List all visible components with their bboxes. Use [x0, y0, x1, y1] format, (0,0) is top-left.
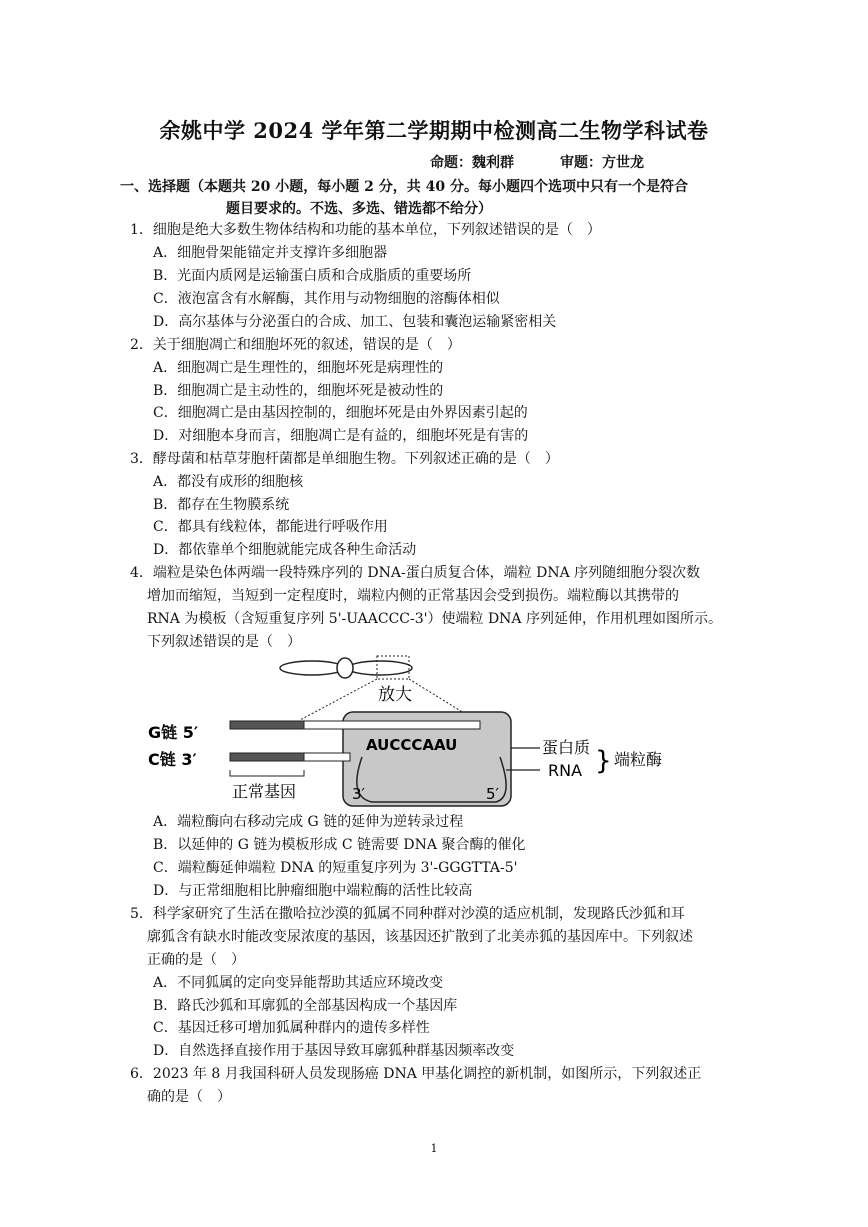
question-5-stem-line3: 正确的是（ ） — [147, 952, 245, 968]
question-3-stem: 3．酵母菌和枯草芽胞杆菌都是单细胞生物。下列叙述正确的是（ ） — [130, 451, 559, 467]
chromosome-left-arm — [280, 661, 344, 675]
question-1-option-d: D．高尔基体与分泌蛋白的合成、加工、包装和囊泡运输紧密相关 — [153, 314, 557, 330]
c-chain-label: C链 3′ — [148, 750, 197, 769]
question-2-option-b: B．细胞凋亡是主动性的，细胞坏死是被动性的 — [153, 383, 444, 399]
question-1-option-c: C．液泡富含有水解酶，其作用与动物细胞的溶酶体相似 — [153, 291, 500, 307]
question-2-option-c: C．细胞凋亡是由基因控制的，细胞坏死是由外界因素引起的 — [153, 405, 528, 421]
protein-label: 蛋白质 — [542, 738, 591, 757]
label-brace: } — [595, 746, 612, 776]
question-3-option-b: B．都存在生物膜系统 — [153, 497, 290, 513]
question-2-option-a: A．细胞凋亡是生理性的，细胞坏死是病理性的 — [153, 360, 444, 376]
page-title: 余姚中学 2024 学年第二学期期中检测高二生物学科试卷 — [159, 118, 709, 143]
c-chain-telomere — [304, 753, 350, 761]
question-4-option-b: B．以延伸的 G 链为模板形成 C 链需要 DNA 聚合酶的催化 — [153, 837, 526, 853]
question-4-stem-line4: 下列叙述错误的是（ ） — [147, 634, 301, 650]
question-5-option-b: B．路氏沙狐和耳廓狐的全部基因构成一个基因库 — [153, 998, 458, 1014]
normal-gene-label: 正常基因 — [232, 782, 297, 801]
authors-line — [430, 152, 644, 172]
question-4-option-c: C．端粒酶延伸端粒 DNA 的短重复序列为 3'-GGGTTA-5' — [153, 860, 518, 876]
zoom-label: 放大 — [378, 685, 412, 705]
question-4-stem-line3: RNA 为模板（含短重复序列 5'-UAACCC-3'）使端粒 DNA 序列延伸，作用机理如图所示。 — [147, 611, 722, 627]
c-chain-gene — [230, 753, 304, 761]
question-3-option-c: C．都具有线粒体，都能进行呼吸作用 — [153, 519, 388, 535]
question-4-stem-line2: 增加而缩短，当短到一定程度时，端粒内侧的正常基因会受到损伤。端粒酶以其携带的 — [147, 588, 679, 604]
question-1-option-a: A．细胞骨架能锚定并支撑许多细胞器 — [153, 245, 388, 261]
question-5-stem-line1: 5．科学家研究了生活在撒哈拉沙漠的狐属不同种群对沙漠的适应机制，发现路氏沙狐和耳 — [130, 906, 685, 922]
question-4-stem-line1: 4．端粒是染色体两端一段特殊序列的 DNA-蛋白质复合体，端粒 DNA 序列随细胞分裂次数 — [130, 565, 701, 581]
telomerase-label: 端粒酶 — [614, 750, 663, 769]
rna-sequence: AUCCCAAU — [366, 736, 458, 754]
section-heading-line1: 一、选择题（本题共 20 小题，每小题 2 分，共 40 分。每小题四个选项中只有一个是符合 — [120, 179, 688, 195]
author-label: 命题：魏利群 — [430, 155, 514, 171]
reviewer-label: 审题：方世龙 — [560, 155, 644, 171]
g-chain-gene — [230, 721, 304, 729]
question-4-option-d: D．与正常细胞相比肿瘤细胞中端粒酶的活性比较高 — [153, 883, 473, 899]
normal-gene-bracket — [230, 770, 304, 776]
g-chain-label: G链 5′ — [148, 723, 199, 742]
question-5-option-a: A．不同狐属的定向变异能帮助其适应环境改变 — [153, 975, 444, 991]
question-6-stem-line1: 6．2023 年 8 月我国科研人员发现肠癌 DNA 甲基化调控的新机制，如图所示，下列叙述正 — [130, 1066, 702, 1082]
rna-5-end-label: 5′ — [486, 785, 499, 803]
page-number: 1 — [430, 1142, 438, 1155]
rna-3-end-label: 3′ — [352, 785, 365, 803]
centromere — [337, 658, 353, 678]
g-chain-telomere — [304, 721, 480, 729]
section-heading-line2: 题目要求的。不选、多选、错选都不给分） — [226, 201, 492, 217]
question-1-stem: 1．细胞是绝大多数生物体结构和功能的基本单位，下列叙述错误的是（ ） — [130, 222, 601, 238]
question-2-stem: 2．关于细胞凋亡和细胞坏死的叙述，错误的是（ ） — [130, 337, 461, 353]
question-3-option-d: D．都依靠单个细胞就能完成各种生命活动 — [153, 542, 417, 558]
section-heading — [120, 176, 740, 220]
question-5-stem-line2: 廓狐含有缺水时能改变尿浓度的基因，该基因还扩散到了北美赤狐的基因库中。下列叙述 — [147, 929, 693, 945]
question-5-option-d: D．自然选择直接作用于基因导致耳廓狐种群基因频率改变 — [153, 1043, 515, 1059]
question-2-option-d: D．对细胞本身而言，细胞凋亡是有益的，细胞坏死是有害的 — [153, 428, 529, 444]
rna-label: RNA — [548, 761, 583, 780]
question-5-option-c: C．基因迁移可增加狐属种群内的遗传多样性 — [153, 1020, 430, 1036]
question-6-stem-line2: 确的是（ ） — [147, 1089, 231, 1105]
chromosome-right-arm — [348, 661, 412, 675]
question-4-option-a: A．端粒酶向右移动完成 G 链的延伸为逆转录过程 — [153, 814, 464, 830]
telomerase-figure — [140, 652, 720, 808]
question-1-option-b: B．光面内质网是运输蛋白质和合成脂质的重要场所 — [153, 268, 472, 284]
question-3-option-a: A．都没有成形的细胞核 — [153, 474, 304, 490]
